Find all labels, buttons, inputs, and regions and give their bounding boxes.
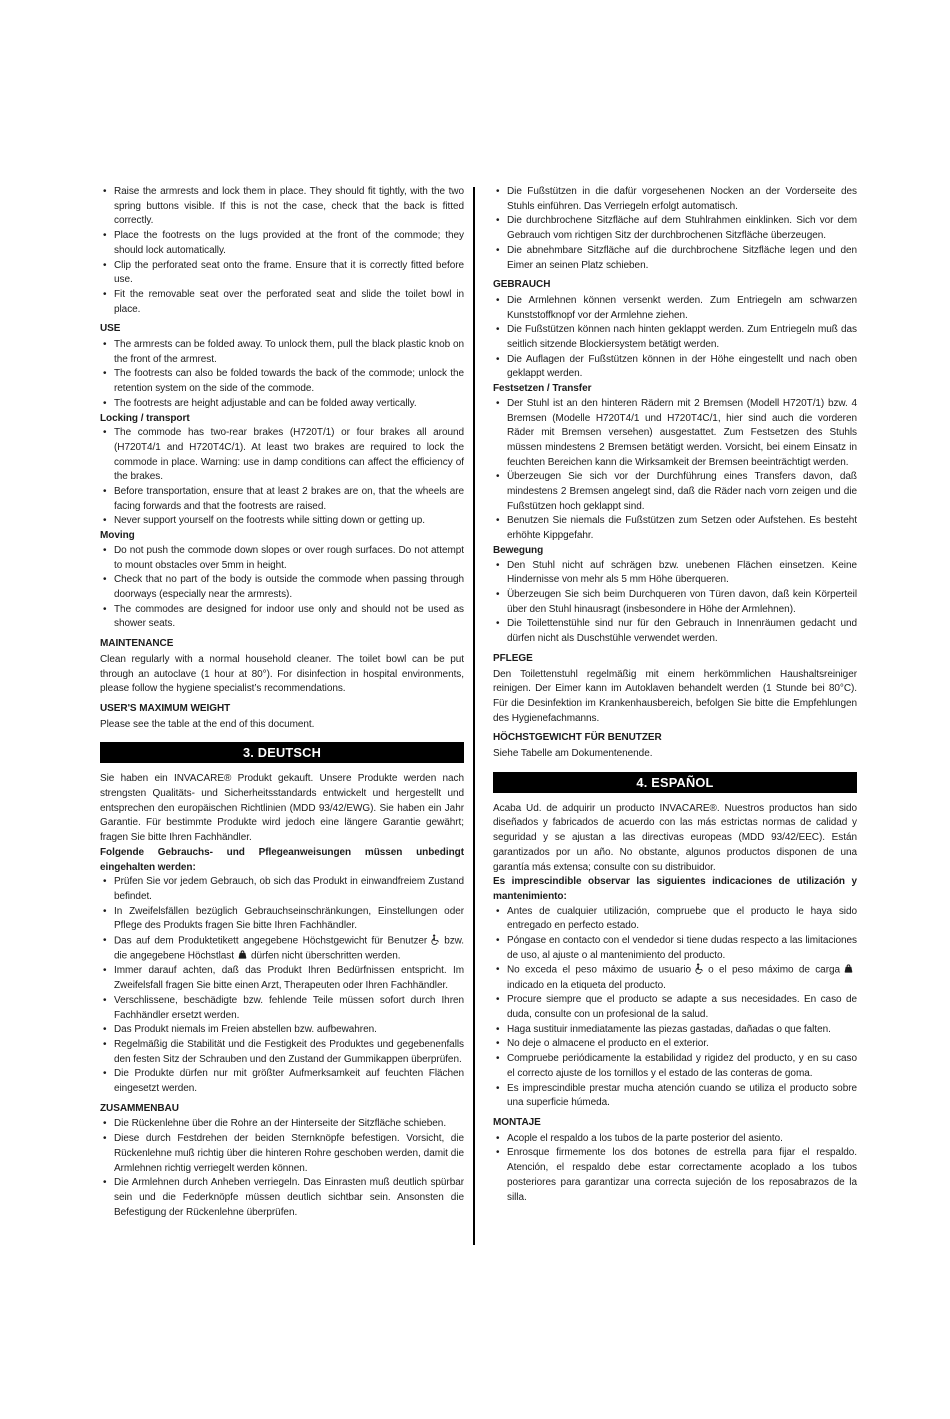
section-bar-espanol: 4. ESPAÑOL [493,772,857,793]
bullet-item: • Überzeugen Sie sich beim Durchqueren von Türen davon, daß kein Körperteil über den Stuhl hinausragt (insbesondere in Höhe der Armlehnen). [493,588,857,617]
heading-users-maximum-weight: USER'S MAXIMUM WEIGHT [100,702,231,714]
bullet-item: • Diese durch Festdrehen der beiden Sternknöpfe befestigen. Vorsicht, die Rückenlehne muß richtig über die hinteren Rohre geschoben werden, damit die Armlehnen richtig verriegelt werden können. [100,1132,464,1176]
bullet-item: • Procure siempre que el producto se adapte a sus necesidades. En caso de duda, consulte con un profesional de la salud. [493,993,857,1022]
bullet-item: • Place the footrests on the lugs provided at the front of the commode; they should lock automatically. [100,229,464,258]
german-bold-note: Folgende Gebrauchs- und Pflegeanweisungen müssen unbedingt eingehalten werden: [100,846,464,873]
weight-text-part2: bzw. die angegebene Höchstlast [114,935,464,962]
german-assembly-list [100,1117,464,1220]
spanish-bold-note: Es imprescindible observar las siguientes indicaciones de utilización y mantenimiento: [493,876,857,902]
bullet-item: • Póngase en contacto con el vendedor si tiene dudas respecto a las limitaciones de uso, al ajuste o al mantenimiento del producto. [493,934,857,963]
bullet-item: • Der Stuhl ist an den hinteren Rädern mit 2 Bremsen (Modell H720T/1) bzw. 4 Bremsen (Modelle H720T4/1 und H720T4C/1, hier sind auch die vorderen Räder mit Bremsen versehen) ausgestattet. Zum Festsetzen des Stuhls müssen mindestens 2 Bremsen betätigt werden. Vorsicht, bei einem Einsatz in feuchten Bereichen kann die Wirksamkeit der Bremsen beeinträchtigt werden. [493,397,857,471]
bullet-item: • Clip the perforated seat onto the frame. Ensure that it is correctly fitted before use. [100,259,464,288]
english-moving-list [100,544,464,632]
german-intro-paragraph: Sie haben ein INVACARE® Produkt gekauft. Unsere Produkte werden nach strengsten Qualitäts- und Sicherheitsstandards entwickelt und hergestellt und entsprechen den europäischen Richtlinien (MDD 93/42/EWG). Sie haben ein Jahr Garantie. Für bestimmte Produkte wird jedoch eine längere Garantie gewährt; fragen Sie bitte Ihren Fachhändler. [100,773,464,844]
bullet-item: • Benutzen Sie niemals die Fußstützen zum Setzen oder Aufstehen. Es besteht erhöhte Kippgefahr. [493,514,857,543]
bullet-item: • The armrests can be folded away. To unlock them, pull the black plastic knob on the front of the armrest. [100,338,464,367]
spanish-intro-paragraph: Acaba Ud. de adquirir un producto INVACARE®. Nuestros productos han sido diseñados y fabricados de acuerdo con las más estrictas normas de calidad y seguridad y se ajustan a las directivas europeas (MDD 93/42/EEC). Están garantizados por un año. No obstante, algunos productos disponen de una garantía más extensa; consulte con su distribuidor. [493,802,857,873]
subheading-moving: Moving [100,530,135,542]
bullet-item: • Prüfen Sie vor jedem Gebrauch, ob sich das Produkt in einwandfreiem Zustand befindet. [100,875,464,904]
subheading-bewegung: Bewegung [493,544,544,556]
english-use-list [100,338,464,412]
bullet-item: • No deje o almacene el producto en el exterior. [493,1037,857,1052]
bullet-item: • In Zweifelsfällen bezüglich Gebrauchseinschränkungen, Einstellungen oder Pflege des Produkts fragen Sie bitte Ihren Fachhändler. [100,905,464,934]
weight-icon [237,949,248,960]
german-locking-list [493,397,857,544]
bullet-item: • Die durchbrochene Sitzfläche auf dem Stuhlrahmen einklinken. Sich vor dem Gebrauch vom richtigen Sitz der durchbrochenen Sitzfläche überzeugen. [493,214,857,243]
heading-maintenance: MAINTENANCE [100,638,174,650]
bullet-item: • Die Auflagen der Fußstützen können in der Höhe eingestellt und nach oben geklappt werden. [493,353,857,382]
content-columns [100,185,857,1220]
weight-text-part1: Das auf dem Produktetikett angegebene Höchstgewicht für Benutzer [114,935,428,947]
bullet-item: • Das Produkt niemals im Freien abstellen bzw. aufbewahren. [100,1023,464,1038]
bullet-item: • Die Fußstützen in die dafür vorgesehenen Nocken an der Vorderseite des Stuhls einführen. Das Verriegeln erfolgt automatisch. [493,185,857,214]
bullet-item: • Fit the removable seat over the perforated seat and slide the toilet bowl in place. [100,288,464,317]
hoechstgewicht-paragraph: Siehe Tabelle am Dokumentenende. [493,748,653,760]
bullet-item: • Antes de cualquier utilización, compruebe que el producto le haya sido entregado en perfecto estado. [493,905,857,934]
german-moving-list [493,559,857,647]
bullet-item: • Compruebe periódicamente la estabilidad y rigidez del producto, y en su caso el correcto ajuste de los tornillos y el estado de las conteras de goma. [493,1052,857,1081]
max-weight-paragraph: Please see the table at the end of this document. [100,718,315,730]
german-use-list [493,294,857,382]
weight-text-part2: o el peso máximo de carga [708,964,840,976]
german-assembly-continued-list [493,185,857,273]
bullet-item: • Die Armlehnen können versenkt werden. Zum Entriegeln am schwarzen Kunststoffknopf vor der Armlehne ziehen. [493,294,857,323]
bullet-item: • Überzeugen Sie sich vor der Durchführung eines Transfers davon, daß mindestens 2 Bremsen angelegt sind, daß die Räder nach vorn zeigen und die Fußstützen hoch geklappt sind. [493,470,857,514]
maintenance-paragraph: Clean regularly with a normal household cleaner. The toilet bowl can be put through an autoclave (1 hour at 80°). For disinfection in hospital environments, please follow the hygiene specialist’s recommendations. [100,653,464,695]
english-locking-list [100,426,464,529]
subheading-locking-transport: Locking / transport [100,412,190,424]
bullet-item: • Regelmäßig die Stabilität und die Festigkeit des Produktes und gegebenenfalls den festen Sitz der Schrauben und den Zustand der Gummikappen überprüfen. [100,1038,464,1067]
weight-text-part3: dürfen nicht überschritten werden. [250,950,401,962]
bullet-item: • Die Rückenlehne über die Rohre an der Hinterseite der Sitzfläche schieben. [100,1117,464,1132]
spanish-assembly-list [493,1132,857,1206]
bullet-item: • Raise the armrests and lock them in place. They should fit tightly, with the two spring buttons visible. If this is not the case, check that the back is fitted correctly. [100,185,464,229]
left-column [100,185,464,1220]
bullet-item: • Es imprescindible prestar mucha atención cuando se utiliza el producto sobre una superficie húmeda. [493,1082,857,1111]
bullet-item-with-icons [493,963,857,993]
bullet-item: • Verschlissene, beschädigte bzw. fehlende Teile müssen sofort durch Ihren Fachhändler ersetzt werden. [100,994,464,1023]
heading-montaje: MONTAJE [493,1116,541,1128]
bullet-item-with-icons [100,934,464,964]
heading-gebrauch: GEBRAUCH [493,279,551,291]
bullet-item: • The footrests are height adjustable and can be folded away vertically. [100,397,464,412]
weight-text-part3: indicado en la etiqueta del producto. [507,979,666,991]
bullet-item: • Acople el respaldo a los tubos de la parte posterior del asiento. [493,1132,857,1147]
english-assembly-list [100,185,464,317]
heading-pflege: PFLEGE [493,652,533,664]
weight-text-part1: No exceda el peso máximo de usuario [507,964,692,976]
bullet-item: • Immer darauf achten, daß das Produkt Ihren Bedürfnissen entspricht. Im Zweifelsfall fragen Sie bitte einen Arzt, Therapeuten oder Ihren Fachhändler. [100,964,464,993]
bullet-item: • Before transportation, ensure that at least 2 brakes are on, that the wheels are facing forwards and that the footrests are raised. [100,485,464,514]
heading-hoechstgewicht: HÖCHSTGEWICHT FÜR BENUTZER [493,732,662,744]
bullet-item: • Enrosque firmemente los dos botones de estrella para fijar el respaldo. Atención, el respaldo debe estar correctamente acoplado a los tubos posteriores para garantizar una correcta sujeción de los reposabrazos de la silla. [493,1146,857,1205]
bullet-item: • Die Produkte dürfen nur mit größter Aufmerksamkeit auf feuchten Flächen eingesetzt werden. [100,1067,464,1096]
bullet-item: • Die Fußstützen können nach hinten geklappt werden. Zum Entriegeln muß das seitlich sitzende Blockiersystem betätigt werden. [493,323,857,352]
weight-icon [843,963,854,974]
heading-zusammenbau: ZUSAMMENBAU [100,1102,179,1114]
right-column [493,185,857,1220]
bullet-item: • Die abnehmbare Sitzfläche auf die durchbrochene Sitzfläche legen und den Eimer an seinen Platz schieben. [493,244,857,273]
bullet-item: • Do not push the commode down slopes or over rough surfaces. Do not attempt to mount obstacles over 5mm in height. [100,544,464,573]
bullet-item: • Check that no part of the body is outside the commode when passing through doorways (especially near the armrests). [100,573,464,602]
bullet-item: • Die Toilettenstühle sind nur für den Gebrauch in Innenräumen gedacht und dürfen nicht als Duschstühle verwendet werden. [493,617,857,646]
bullet-item: • The footrests can also be folded towards the back of the commode; unlock the retention system on the side of the commode. [100,367,464,396]
german-care-list [100,875,464,1097]
pflege-paragraph: Den Toilettenstuhl regelmäßig mit einem herkömmlichen Haushaltsreiniger reinigen. Der Eimer kann im Autoklaven behandelt werden (1 Stunde bei 80°C). Für die Desinfektion im Krankenhausbereich, befolgen Sie bitte die Empfehlungen des Hygienefachmanns. [493,668,857,724]
bullet-item: • Haga sustituir inmediatamente las piezas gastadas, dañadas o que falten. [493,1023,857,1038]
spanish-care-list [493,905,857,1111]
wheelchair-icon [430,934,441,945]
section-bar-deutsch: 3. DEUTSCH [100,742,464,763]
bullet-item: • The commode has two-rear brakes (H720T/1) or four brakes all around (H720T4/1 and H720T4C/1). At least two brakes are required to lock the commode in place. Warning: use in damp conditions can affect the efficiency of the brakes. [100,426,464,485]
heading-use: USE [100,323,121,335]
bullet-item: • Den Stuhl nicht auf schrägen bzw. unebenen Flächen einsetzen. Keine Hindernisse von mehr als 5 mm Höhe überqueren. [493,559,857,588]
bullet-item: • The commodes are designed for indoor use only and should not be used as shower seats. [100,603,464,632]
bullet-item: • Die Armlehnen durch Anheben verriegeln. Das Einrasten muß deutlich spürbar sein und die Federknöpfe müssen deutlich sichtbar sein. Ansonsten die Befestigung der Rückenlehne überprüfen. [100,1176,464,1220]
wheelchair-icon [694,963,705,974]
subheading-festsetzen-transfer: Festsetzen / Transfer [493,383,592,395]
bullet-item: • Never support yourself on the footrests while sitting down or getting up. [100,514,464,529]
